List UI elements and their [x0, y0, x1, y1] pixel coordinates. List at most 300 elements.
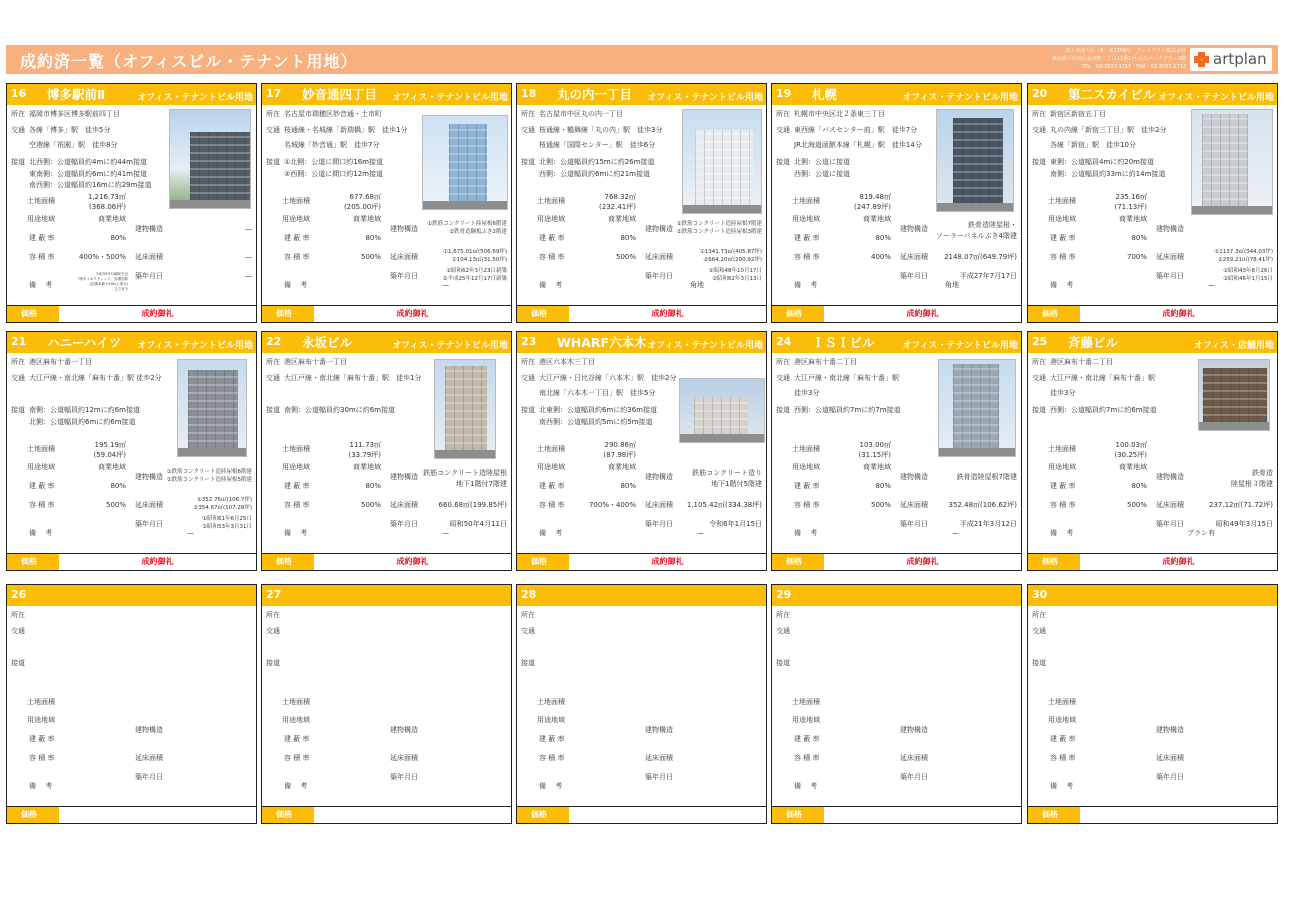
transit-label: 交通: [1032, 126, 1046, 134]
structure-label: 建物構造: [135, 225, 163, 233]
built-label: 築年月日: [390, 272, 418, 280]
zoning-value: 商業地域: [863, 463, 891, 471]
floor-area-value: ①1,675.01㎡(506.69坪): [443, 249, 507, 255]
structure-value: 地下1階付7階建: [456, 480, 507, 488]
street-shape: [939, 448, 1015, 456]
structure-label: 建物構造: [900, 473, 928, 481]
access-line: 北側：公道幅員約6mに約6m接道: [29, 417, 136, 426]
land-area-tsubo: (368.06坪): [89, 203, 126, 211]
zoning-value: 商業地域: [98, 463, 126, 471]
structure-value: 鉄骨造: [1252, 469, 1273, 477]
remarks-value: 「博多コネクティッド」容積加算: [75, 277, 128, 281]
transit-label: 交通: [266, 627, 280, 635]
remarks-value: —: [442, 529, 449, 537]
coverage-label: 建 蔽 率: [284, 482, 310, 490]
structure-value: ①鉄筋コンクリート陸屋根6階建: [427, 221, 507, 227]
land-area-label: 土地面積: [1048, 698, 1076, 706]
remarks-value: —: [442, 281, 449, 289]
access-line: 東南側：公道幅員約6mに約41m接道: [29, 169, 147, 178]
price-bar: [772, 305, 1021, 322]
property-type: オフィス・テナントビル用地: [647, 93, 763, 103]
structure-label: 建物構造: [390, 225, 418, 233]
structure-label: 建物構造: [135, 726, 163, 734]
land-area-label: 土地面積: [1048, 197, 1076, 205]
access-label: 接道: [776, 659, 790, 667]
listing-card[interactable]: [6, 331, 257, 571]
land-area-label: 土地面積: [792, 445, 820, 453]
zoning-value: 商業地域: [608, 215, 636, 223]
structure-value: ②鉄筋コンクリート造陸屋根5階建: [166, 476, 252, 483]
zoning-value: 商業地域: [863, 215, 891, 223]
card-header: [517, 84, 766, 105]
location-label: 所在: [266, 611, 280, 619]
card-header: [7, 585, 256, 606]
price-label: 価格: [517, 807, 569, 823]
access-line: 南西側：公道幅員約16mに約29m接道: [29, 181, 152, 189]
built-label: 築年月日: [135, 773, 163, 781]
coverage-value: 80%: [620, 234, 636, 242]
artplan-logo: [1190, 48, 1272, 71]
land-area-label: 土地面積: [27, 445, 55, 453]
card-header: [772, 84, 1021, 105]
access-line: 西側：公道幅員約6mに約21m接道: [539, 169, 650, 178]
access-label: 接道: [1032, 659, 1046, 667]
listing-number: 20: [1032, 87, 1048, 100]
price-bar: [517, 305, 766, 322]
card-header: [262, 84, 511, 105]
transit-label: 交通: [776, 374, 790, 382]
remarks-label: 備 考: [794, 529, 818, 537]
remarks-label: 備 考: [1050, 529, 1074, 537]
land-area-label: 土地面積: [792, 698, 820, 706]
location-value: 港区麻布十番一丁目: [29, 358, 92, 366]
land-area-tsubo: (31.15坪): [858, 451, 891, 459]
property-name: 札幌: [812, 87, 838, 102]
structure-value: —: [245, 225, 252, 233]
land-area-value: 100.03㎡: [1115, 441, 1147, 449]
property-type: オフィス・テナントビル用地: [902, 93, 1018, 103]
built-value: 平成21年3月12日: [959, 520, 1017, 528]
coverage-value: 80%: [1131, 482, 1147, 490]
land-area-label: 土地面積: [1048, 445, 1076, 453]
listing-number: 17: [266, 87, 282, 100]
company-phone: TEL 03-3507-1711 FAX 03-3507-1712: [1081, 64, 1186, 70]
property-name: 妙音通四丁目: [302, 87, 378, 102]
transit-line: 大江戸線・日比谷線「六本木」駅 徒歩2分: [539, 374, 677, 382]
location-value: 名古屋市中区丸の内一丁目: [539, 110, 623, 118]
price-bar: [262, 806, 511, 823]
street-shape: [170, 200, 250, 208]
coverage-value: 80%: [1131, 234, 1147, 242]
remarks-value: —: [697, 529, 704, 537]
land-area-value: 103.00㎡: [859, 441, 891, 449]
floor-area-label: 延床面積: [1156, 754, 1184, 762]
coverage-value: 80%: [365, 234, 381, 242]
access-label: 接道: [11, 406, 25, 414]
transit-line: 桜通線「国際センター」駅 徒歩6分: [539, 141, 656, 149]
structure-value: 鉄筋コンクリート造陸屋根: [423, 469, 507, 477]
location-label: 所在: [776, 358, 790, 366]
access-line: ②西側：公道に間口約12m接道: [284, 169, 384, 178]
far-label: 容 積 率: [1050, 501, 1076, 509]
far-label: 容 積 率: [794, 501, 820, 509]
transit-line: 各線「博多」駅 徒歩5分: [29, 126, 111, 134]
property-name: 斉藤ビル: [1068, 335, 1119, 350]
far-label: 容 積 率: [539, 501, 565, 509]
location-label: 所在: [11, 110, 25, 118]
coverage-label: 建 蔽 率: [284, 735, 310, 743]
land-area-label: 土地面積: [27, 698, 55, 706]
transit-label: 交通: [1032, 374, 1046, 382]
remarks-value: 立方省令: [113, 287, 132, 291]
listing-number: 27: [266, 588, 282, 601]
zoning-label: 用途地域: [1048, 463, 1076, 471]
built-value: ①昭和43年8月26日: [1223, 268, 1273, 274]
listing-number: 22: [266, 335, 282, 348]
far-value: 500%: [360, 501, 381, 509]
price-value: 成約御礼: [396, 309, 429, 318]
floor-area-value: ①352.75㎡(106.7坪): [196, 497, 252, 503]
building-photo: [169, 109, 251, 209]
far-label: 容 積 率: [284, 754, 310, 762]
floor-area-value: 660.68㎡(199.85坪): [438, 501, 507, 509]
zoning-label: 用途地域: [1048, 215, 1076, 223]
street-shape: [680, 434, 764, 442]
coverage-label: 建 蔽 率: [539, 482, 565, 490]
remarks-value: —: [952, 529, 959, 537]
location-value: 港区麻布十番一丁目: [284, 358, 347, 366]
floor-area-label: 延床面積: [390, 754, 418, 762]
street-shape: [178, 448, 246, 456]
far-label: 容 積 率: [1050, 253, 1076, 261]
floor-area-label: 延床面積: [645, 754, 673, 762]
far-value: 700%: [1126, 253, 1147, 261]
built-value: ②昭和46年1月15日: [1223, 275, 1273, 282]
transit-line: 各線「新宿」駅 徒歩10分: [1050, 141, 1136, 149]
building-photo: [177, 359, 247, 457]
remarks-label: 備 考: [539, 529, 563, 537]
transit-label: 交通: [11, 627, 25, 635]
price-bar: [7, 806, 256, 823]
transit-label: 交通: [266, 126, 280, 134]
transit-line: 大江戸線・南北線「麻布十番」駅: [1050, 374, 1155, 382]
property-name: 永坂ビル: [302, 335, 353, 350]
land-area-value: 1,216.73㎡: [87, 193, 126, 201]
price-bar: [1028, 806, 1277, 823]
floor-area-value: —: [245, 253, 252, 261]
built-value: ①昭和48年10月17日: [708, 268, 762, 274]
floor-area-label: 延床面積: [645, 501, 673, 509]
built-label: 築年月日: [900, 520, 928, 528]
price-label: 価格: [517, 306, 569, 322]
zoning-label: 用途地域: [1048, 716, 1076, 724]
floor-area-value: ②259.21㎡(78.41坪): [1217, 256, 1273, 263]
far-label: 容 積 率: [284, 253, 310, 261]
property-type: オフィス・テナントビル用地: [137, 93, 253, 103]
price-label: 価格: [7, 306, 59, 322]
land-area-label: 土地面積: [792, 197, 820, 205]
built-label: 築年月日: [390, 773, 418, 781]
land-area-label: 土地面積: [282, 197, 310, 205]
price-bar: [517, 806, 766, 823]
structure-value: ②鉄筋コンクリート造陸屋根3階建: [676, 228, 762, 235]
price-bar: [262, 553, 511, 570]
land-area-value: 768.32㎡: [604, 193, 636, 201]
listing-card[interactable]: [261, 331, 512, 571]
structure-label: 建物構造: [645, 726, 673, 734]
property-type: オフィス・店舗用地: [1193, 341, 1274, 351]
built-label: 築年月日: [645, 773, 673, 781]
built-label: 築年月日: [135, 520, 163, 528]
access-label: 接道: [11, 659, 25, 667]
built-label: 築年月日: [900, 272, 928, 280]
access-label: 接道: [521, 659, 535, 667]
transit-line: 桜通線・名城線「新瑞橋」駅 徒歩1分: [284, 126, 408, 134]
far-label: 容 積 率: [539, 754, 565, 762]
page-header: [6, 45, 1278, 74]
card-header: [517, 585, 766, 606]
price-value: 成約御礼: [651, 309, 684, 318]
property-type: オフィス・テナントビル用地: [902, 341, 1018, 351]
floor-area-value: 1,105.42㎡(334.38坪): [686, 501, 762, 509]
location-label: 所在: [11, 611, 25, 619]
location-label: 所在: [1032, 110, 1046, 118]
property-name: ＩＳＩビル: [812, 335, 875, 350]
zoning-value: 商業地域: [98, 215, 126, 223]
building-shape: [449, 124, 487, 210]
price-label: 価格: [517, 554, 569, 570]
card-header: [7, 332, 256, 353]
coverage-label: 建 蔽 率: [794, 482, 820, 490]
listing-card[interactable]: [6, 584, 257, 824]
built-label: 築年月日: [1156, 773, 1184, 781]
street-shape: [937, 203, 1013, 211]
transit-line: 南北線「六本木一丁目」駅 徒歩5分: [539, 389, 656, 397]
price-value: 成約御礼: [141, 557, 174, 566]
floor-area-value: ①1137.3㎡(344.03坪): [1214, 249, 1273, 255]
listing-card[interactable]: [1027, 584, 1278, 824]
zoning-label: 用途地域: [792, 716, 820, 724]
access-line: 東側：公道幅員4mに約20m接道: [1050, 158, 1154, 166]
zoning-value: 商業地域: [353, 463, 381, 471]
price-bar: [772, 553, 1021, 570]
built-value: 昭和50年4月11日: [449, 520, 507, 528]
floor-area-value: ②354.67㎡(107.28坪): [193, 504, 252, 511]
listing-card[interactable]: [516, 83, 767, 323]
transit-label: 交通: [11, 374, 25, 382]
structure-value: 鉄骨造陸屋根・: [968, 221, 1017, 229]
transit-label: 交通: [266, 374, 280, 382]
price-bar: [517, 553, 766, 570]
location-value: 福岡市博多区博多駅前四丁目: [29, 110, 120, 118]
remarks-label: 備 考: [1050, 782, 1074, 790]
listing-card[interactable]: [1027, 83, 1278, 323]
card-header: [1028, 585, 1277, 606]
transit-line: 徒歩3分: [1050, 389, 1076, 397]
far-value: 500%: [615, 253, 636, 261]
price-label: 価格: [7, 807, 59, 823]
access-line: 南側：公道幅員約30mに約6m接道: [284, 406, 395, 414]
property-name: ハニーハイツ: [47, 335, 122, 350]
built-label: 築年月日: [135, 272, 163, 280]
floor-area-label: 延床面積: [135, 253, 163, 261]
remarks-value: プラン有: [1187, 529, 1215, 537]
remarks-value: 角地: [690, 281, 704, 289]
transit-label: 交通: [11, 126, 25, 134]
land-area-tsubo: (232.41坪): [599, 203, 636, 211]
transit-line: 桜通線・鶴舞線「丸の内」駅 徒歩3分: [539, 126, 663, 134]
price-value: 成約御礼: [1162, 557, 1195, 566]
coverage-label: 建 蔽 率: [539, 234, 565, 242]
built-value: ①昭和61年6月25日: [202, 516, 252, 522]
access-line: 南側：公道幅員約12mに約6m接道: [29, 406, 140, 414]
structure-value: 地下1階付5階建: [711, 480, 762, 488]
price-bar: [7, 553, 256, 570]
card-header: [262, 585, 511, 606]
access-label: 接道: [266, 659, 280, 667]
listing-number: 29: [776, 588, 792, 601]
listing-card[interactable]: [516, 331, 767, 571]
far-value: 500%: [360, 253, 381, 261]
street-shape: [423, 201, 507, 209]
access-label: 接道: [1032, 406, 1046, 414]
price-bar: [7, 305, 256, 322]
building-shape: [188, 370, 238, 457]
location-label: 所在: [521, 110, 535, 118]
listing-number: 23: [521, 335, 537, 348]
transit-line: 徒歩3分: [794, 389, 820, 397]
listing-number: 28: [521, 588, 537, 601]
property-name: 丸の内一丁目: [557, 87, 633, 102]
listing-card[interactable]: [771, 584, 1022, 824]
listing-card[interactable]: [516, 584, 767, 824]
coverage-value: 80%: [875, 482, 891, 490]
far-label: 容 積 率: [29, 754, 55, 762]
transit-line: 大江戸線・南北線「麻布十番」駅: [794, 374, 899, 382]
structure-value: ①鉄筋コンクリート造陸屋根7階建: [676, 221, 762, 227]
price-label: 価格: [7, 554, 59, 570]
remarks-label: 備 考: [29, 782, 53, 790]
built-value: ②昭和53年3月31日: [202, 523, 252, 530]
location-value: 港区麻布十番二丁目: [794, 358, 857, 366]
transit-line: 大江戸線・南北線「麻布十番」駅 徒歩2分: [29, 374, 162, 382]
structure-label: 建物構造: [390, 726, 418, 734]
land-area-label: 土地面積: [282, 698, 310, 706]
price-label: 価格: [772, 306, 824, 322]
building-shape: [1202, 114, 1248, 215]
structure-value: 陸屋根３階建: [1231, 480, 1273, 488]
structure-value: ②鉄骨造鋼板ぶき2階建: [449, 228, 507, 235]
access-line: 北側：公道幅員約15mに約26m接道: [539, 158, 655, 166]
street-shape: [1199, 422, 1269, 430]
zoning-value: 商業地域: [1119, 463, 1147, 471]
coverage-label: 建 蔽 率: [1050, 482, 1076, 490]
location-value: 新宿区新宿五丁目: [1050, 110, 1106, 118]
price-label: 価格: [1028, 807, 1080, 823]
floor-area-label: 延床面積: [390, 501, 418, 509]
listing-card[interactable]: [6, 83, 257, 323]
building-shape: [953, 364, 999, 457]
transit-line: 丸の内線「新宿三丁目」駅 徒歩2分: [1050, 126, 1167, 134]
location-label: 所在: [11, 358, 25, 366]
card-header: [772, 585, 1021, 606]
access-label: 接道: [521, 158, 535, 166]
far-label: 容 積 率: [284, 501, 310, 509]
listing-card[interactable]: [771, 83, 1022, 323]
transit-line: 空港線「祇園」駅 徒歩8分: [29, 141, 118, 149]
access-label: 接道: [1032, 158, 1046, 166]
zoning-label: 用途地域: [537, 215, 565, 223]
listing-card[interactable]: [1027, 331, 1278, 571]
transit-label: 交通: [521, 627, 535, 635]
access-line: 北西側：公道幅員約4mに約44m接道: [29, 158, 147, 166]
listing-card[interactable]: [261, 83, 512, 323]
remarks-value: 令和3年9月解除予定: [95, 272, 128, 276]
structure-label: 建物構造: [900, 225, 928, 233]
zoning-value: 商業地域: [353, 215, 381, 223]
far-label: 容 積 率: [794, 754, 820, 762]
remarks-label: 備 考: [539, 281, 563, 289]
zoning-label: 用途地域: [282, 463, 310, 471]
floor-area-value: ①1341.73㎡(405.87坪): [699, 249, 762, 255]
zoning-label: 用途地域: [792, 215, 820, 223]
price-label: 価格: [1028, 306, 1080, 322]
floor-area-label: 延床面積: [900, 253, 928, 261]
building-photo: [679, 378, 765, 443]
land-area-value: 111.73㎡: [349, 441, 381, 449]
coverage-label: 建 蔽 率: [794, 735, 820, 743]
land-area-tsubo: (33.79坪): [348, 451, 381, 459]
remarks-label: 備 考: [284, 281, 308, 289]
company-address: 東京都千代田区永田町二丁目11番1号 山王パークタワー3階: [1051, 56, 1186, 62]
location-label: 所在: [776, 110, 790, 118]
access-line: 南西側：公道幅員約5mに約5m接道: [539, 417, 653, 426]
price-label: 価格: [772, 554, 824, 570]
street-shape: [683, 205, 761, 213]
transit-line: JR北海道函館本線「札幌」駅 徒歩14分: [794, 141, 922, 149]
land-area-tsubo: (205.00坪): [344, 203, 381, 211]
property-type: オフィス・テナントビル用地: [647, 341, 763, 351]
building-photo: [938, 359, 1016, 457]
remarks-value: 角地: [945, 281, 959, 289]
land-area-label: 土地面積: [537, 445, 565, 453]
coverage-label: 建 蔽 率: [284, 234, 310, 242]
property-type: オフィス・テナントビル用地: [137, 341, 253, 351]
location-label: 所在: [1032, 358, 1046, 366]
structure-label: 建物構造: [135, 473, 163, 481]
structure-label: 建物構造: [1156, 726, 1184, 734]
property-type: オフィス・テナントビル用地: [392, 93, 508, 103]
land-area-tsubo: (71.13坪): [1114, 203, 1147, 211]
built-value: ①昭和62年3月23日新築: [446, 268, 507, 274]
listing-card[interactable]: [261, 584, 512, 824]
far-label: 容 積 率: [29, 501, 55, 509]
listing-card[interactable]: [771, 331, 1022, 571]
far-value: 400%・500%: [78, 253, 126, 261]
access-line: 北側：公道に接道: [794, 158, 850, 166]
card-header: [772, 332, 1021, 353]
floor-area-label: 延床面積: [135, 754, 163, 762]
built-label: 築年月日: [1156, 520, 1184, 528]
price-label: 価格: [262, 306, 314, 322]
built-value: ②昭和62年3月13日: [712, 275, 762, 282]
property-type: オフィス・テナントビル用地: [392, 341, 508, 351]
price-bar: [1028, 305, 1277, 322]
structure-label: 建物構造: [390, 473, 418, 481]
page-title: 成約済一覧（オフィスビル・テナント用地）: [20, 52, 358, 71]
property-name: 第二スカイビル: [1068, 87, 1156, 102]
land-area-label: 土地面積: [282, 445, 310, 453]
